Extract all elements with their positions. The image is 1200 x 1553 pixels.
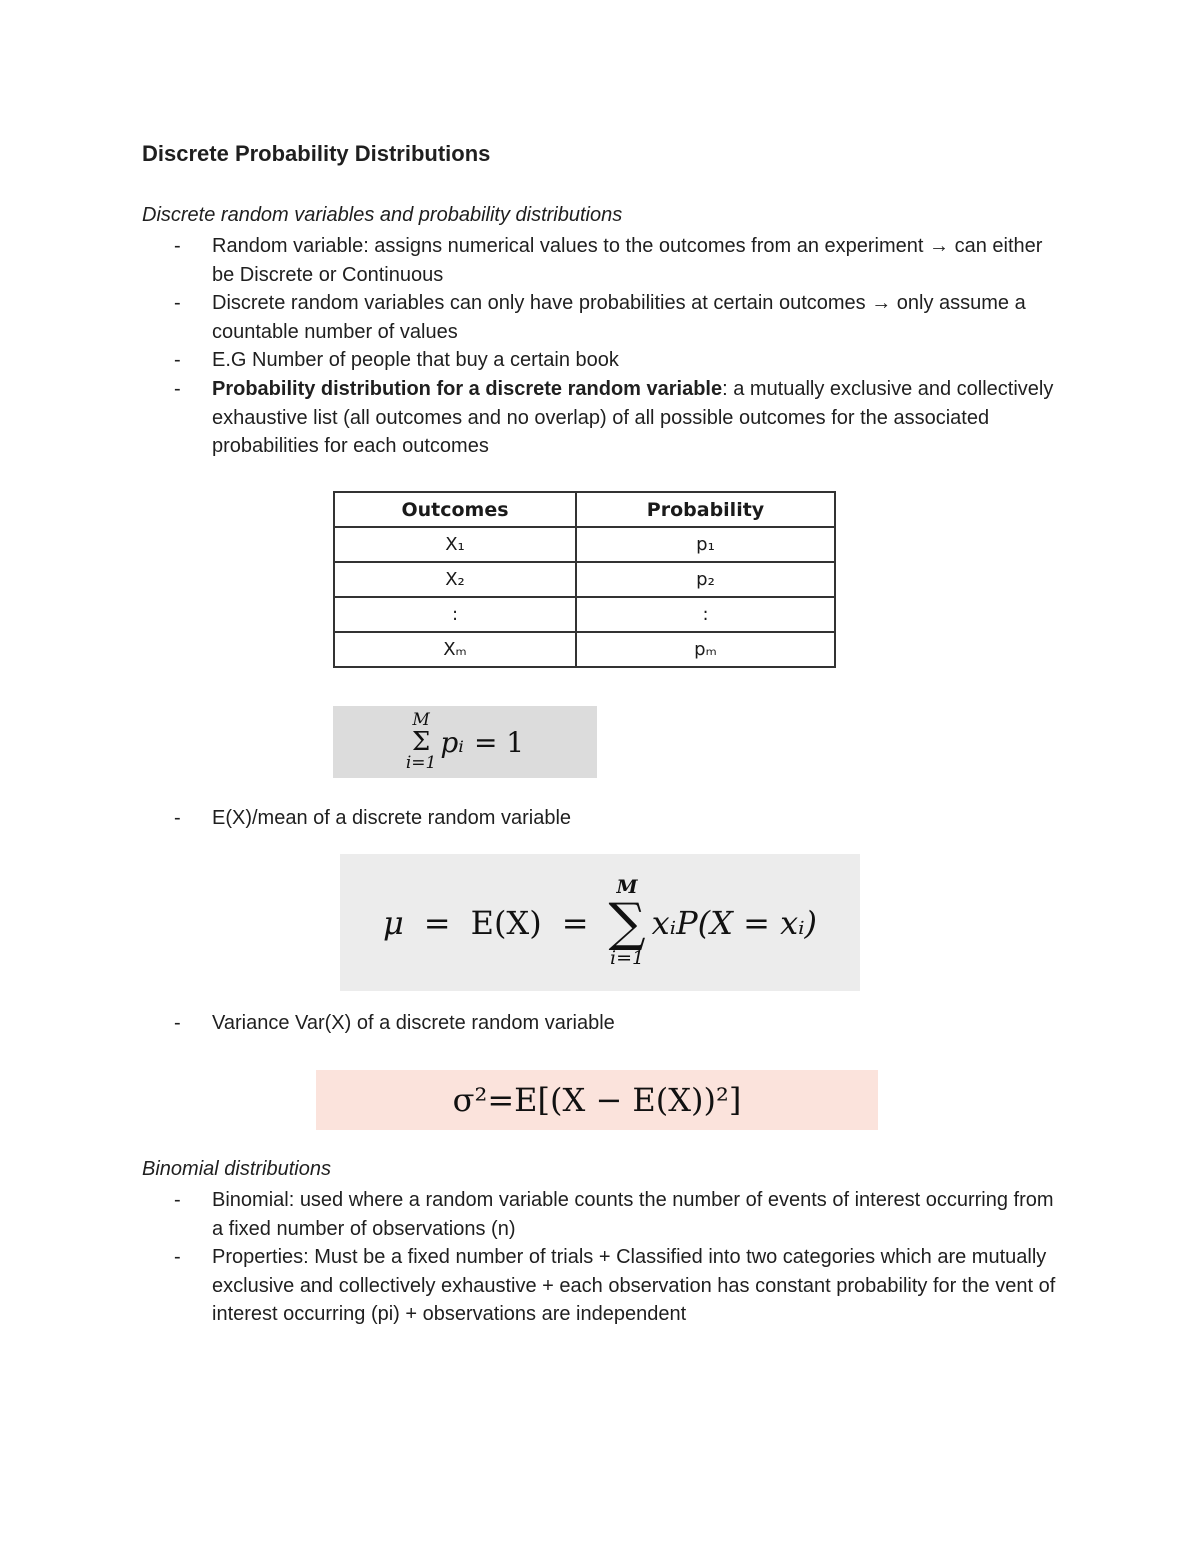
bullet-list-variance (0, 1009, 1200, 1038)
variance-formula (316, 1070, 878, 1130)
bullet-dash: - (174, 1189, 181, 1211)
mu-symbol: μ (382, 903, 404, 942)
variance-expression: σ²=E[(X − E(X))²] (452, 1081, 742, 1119)
bullet-bold-term: Probability distribution for a discrete random variable (212, 377, 723, 400)
bullet-dash: - (174, 235, 181, 257)
bullet-text: E(X)/mean of a discrete random variable (212, 807, 572, 829)
sum-term: pᵢ (440, 725, 464, 759)
bullet-list-mean (0, 804, 1200, 833)
sigma-symbol: ∑ (608, 892, 646, 953)
table-cell: Xₘ (334, 632, 576, 667)
table-cell: p₁ (576, 527, 835, 562)
bullet-dash: - (174, 807, 181, 829)
bullet-dash: - (174, 349, 181, 372)
bullet-dash: - (174, 292, 181, 315)
section-heading-discrete: Discrete random variables and probability distributions (142, 204, 623, 226)
sum-rhs: = 1 (473, 725, 525, 759)
table-row (334, 632, 835, 667)
table-cell: X₂ (334, 562, 576, 597)
sigma-symbol: Σ (411, 727, 431, 757)
list-item (0, 1009, 1200, 1038)
bullet-dash: - (174, 377, 181, 400)
bullet-text: E.G Number of people that buy a certain book (212, 349, 619, 372)
sum-probability-formula (333, 706, 597, 778)
column-header-probability: Probability (576, 492, 835, 527)
section-heading-binomial: Binomial distributions (142, 1158, 331, 1180)
equals-sign: = (561, 903, 589, 942)
list-item (0, 232, 1200, 289)
expectation-term: E(X) (470, 903, 542, 942)
sum-upper-limit: M (616, 875, 638, 898)
document-title: Discrete Probability Distributions (142, 141, 491, 166)
list-item (0, 804, 1200, 833)
bullet-text: Discrete random variables can only have probabilities at certain outcomes → only assume a countable number of values (212, 292, 1026, 343)
table-cell: : (334, 597, 576, 632)
summation-operator (406, 712, 437, 772)
column-header-outcomes: Outcomes (334, 492, 576, 527)
expected-value-formula (340, 854, 860, 991)
bullet-text: Variance Var(X) of a discrete random variable (212, 1012, 615, 1034)
bullet-text: Random variable: assigns numerical values to the outcomes from an experiment → can either be Discrete or Continuous (212, 235, 1043, 286)
table-header-row (334, 492, 835, 527)
table-cell: X₁ (334, 527, 576, 562)
table-cell: : (576, 597, 835, 632)
bullet-text: Binomial: used where a random variable counts the number of events of interest occurring from a fixed number of observations (n) (212, 1189, 1054, 1240)
list-item (0, 1186, 1200, 1243)
table-row (334, 597, 835, 632)
summation-operator (608, 875, 646, 969)
bullet-dash: - (174, 1012, 181, 1034)
table-cell: p₂ (576, 562, 835, 597)
list-item (0, 289, 1200, 346)
sum-term: xᵢP(X = xᵢ) (651, 903, 818, 942)
bullet-text: Properties: Must be a fixed number of trials + Classified into two categories which are mutually exclusive and collectively exhaustive + each observation has constant probability for the vent of interest occurring (pi) + observations are independent (212, 1246, 1056, 1326)
sum-lower-limit: i=1 (405, 753, 437, 773)
sum-upper-limit: M (412, 710, 430, 730)
sum-lower-limit: i=1 (610, 946, 645, 969)
list-item (0, 1243, 1200, 1329)
bullet-list-discrete (0, 232, 1200, 461)
probability-table (333, 491, 836, 668)
list-item (0, 346, 1200, 375)
table-row (334, 527, 835, 562)
bullet-dash: - (174, 1246, 181, 1269)
equals-sign: = (423, 903, 451, 942)
list-item (0, 375, 1200, 461)
table-cell: pₘ (576, 632, 835, 667)
bullet-text: : a mutually exclusive and collectively exhaustive list (all outcomes and no overlap) of all possible outcomes for the associated probabilities for each outcomes (212, 377, 1054, 458)
table-row (334, 562, 835, 597)
bullet-list-binomial (0, 1186, 1200, 1329)
